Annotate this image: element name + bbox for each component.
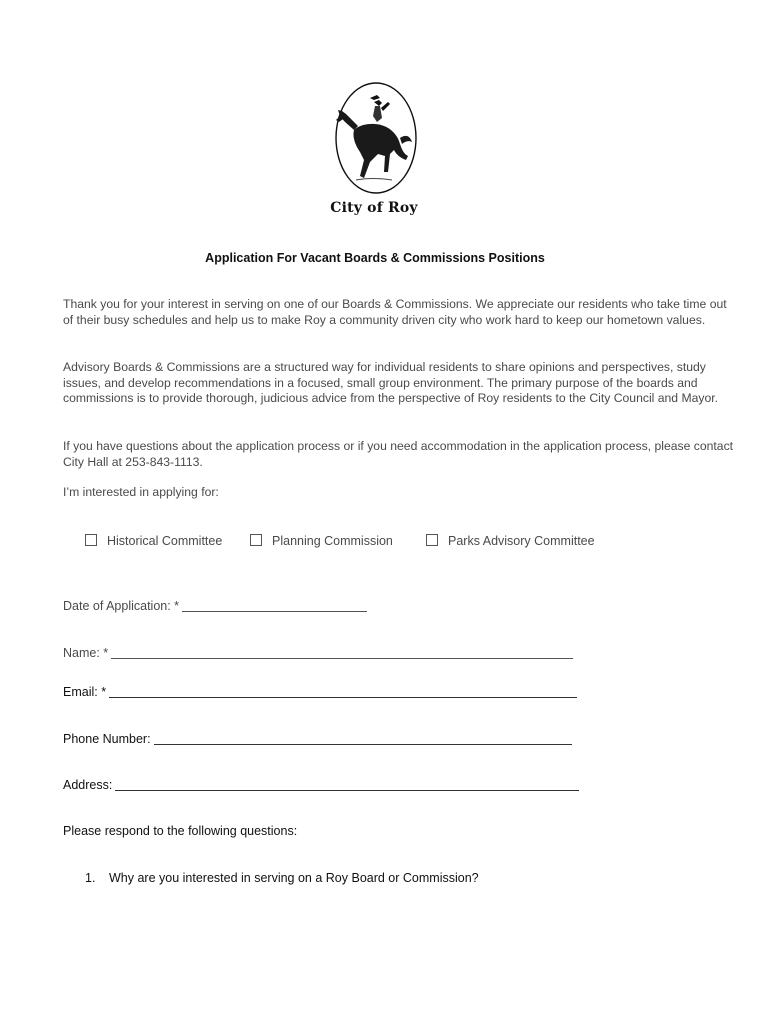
email-input[interactable] bbox=[109, 684, 577, 698]
phone-number-label: Phone Number: bbox=[63, 732, 151, 746]
document-title: Application For Vacant Boards & Commissions Positions bbox=[205, 251, 545, 265]
option-label: Planning Commission bbox=[272, 534, 393, 548]
address-label: Address: bbox=[63, 778, 113, 792]
date-of-application-label: Date of Application: * bbox=[63, 599, 180, 613]
checkbox[interactable] bbox=[426, 534, 438, 546]
checkbox[interactable] bbox=[250, 534, 262, 546]
questions-prompt: Please respond to the following questions: bbox=[63, 824, 298, 838]
date-of-application-field bbox=[63, 598, 367, 613]
option-planning-commission[interactable] bbox=[250, 534, 393, 548]
city-logo-text: City of Roy bbox=[330, 200, 418, 216]
question-number: 1. bbox=[85, 871, 96, 885]
contact-paragraph: If you have questions about the application process or if you need accommodation in the application process, please contact City Hall at 253-843-1113. bbox=[63, 439, 734, 469]
name-field bbox=[63, 645, 573, 660]
option-label: Parks Advisory Committee bbox=[448, 534, 595, 548]
option-historical-committee[interactable] bbox=[85, 534, 222, 548]
phone-number-field bbox=[63, 731, 572, 746]
email-field bbox=[63, 684, 577, 699]
checkbox[interactable] bbox=[85, 534, 97, 546]
address-input[interactable] bbox=[115, 777, 579, 791]
option-label: Historical Committee bbox=[107, 534, 223, 548]
email-label: Email: * bbox=[63, 685, 107, 699]
phone-number-input[interactable] bbox=[154, 731, 572, 745]
option-parks-advisory-committee[interactable] bbox=[426, 534, 595, 548]
name-label: Name: * bbox=[63, 646, 109, 660]
intro-paragraph: Thank you for your interest in serving on one of our Boards & Commissions. We appreciate our residents who take time out of their busy schedules and help us to make Roy a community driven city who work hard to keep our hometown values. bbox=[63, 297, 727, 327]
question-text: Why are you interested in serving on a Roy Board or Commission? bbox=[109, 871, 479, 885]
bucking-bronco-rider-icon bbox=[330, 80, 422, 200]
address-field bbox=[63, 777, 579, 792]
question-item bbox=[85, 871, 479, 885]
date-of-application-input[interactable] bbox=[182, 598, 367, 612]
name-input[interactable] bbox=[111, 645, 573, 659]
advisory-boards-paragraph: Advisory Boards & Commissions are a structured way for individual residents to share opinions and perspectives, study issues, and develop recommendations in a focused, small group environment. The primary purpose of the boards and commissions is to provide thorough, judicious advice from the perspective of Roy residents to the City Council and Mayor. bbox=[63, 360, 719, 406]
interest-prompt: I’m interested in applying for: bbox=[63, 485, 219, 499]
